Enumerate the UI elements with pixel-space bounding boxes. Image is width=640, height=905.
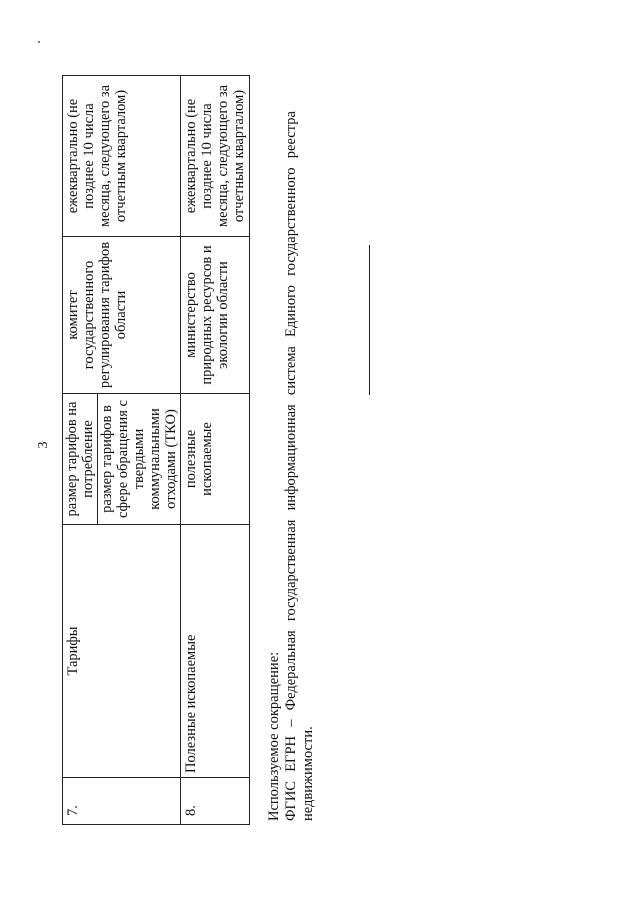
responsible-body: комитет государственного регулирования тарифов области bbox=[63, 237, 181, 394]
subject-cell: полезные ископаемые bbox=[181, 394, 250, 525]
subject-cell: размер тарифов на потребление bbox=[63, 394, 98, 525]
note-word: ЕГРН bbox=[283, 736, 299, 772]
note-word: реестра bbox=[283, 111, 299, 159]
abbreviation-line-end: недвижимости. bbox=[300, 726, 316, 821]
abbreviation-notes bbox=[266, 111, 317, 821]
period-cell: ежеквартально (не позднее 10 числа месяца, следующего за отчетным кварталом) bbox=[181, 76, 250, 237]
note-word: Единого bbox=[283, 285, 299, 337]
note-word: государственного bbox=[283, 167, 299, 276]
row-number: 8. bbox=[181, 778, 250, 825]
note-word: система bbox=[283, 346, 299, 396]
note-word: ФГИС bbox=[283, 781, 299, 821]
period-cell: ежеквартально (не позднее 10 числа месяца, следующего за отчетным кварталом) bbox=[63, 76, 181, 237]
subject-cell: размер тарифов в сфере обращения с твердыми коммунальными отходами (ТКО) bbox=[98, 394, 181, 525]
page-number: 3 bbox=[36, 441, 51, 449]
data-table bbox=[62, 75, 250, 825]
row-number: 7. bbox=[63, 778, 181, 825]
notes-heading: Используемое сокращение: bbox=[266, 651, 282, 821]
note-word: – bbox=[283, 719, 299, 727]
section-name: Полезные ископаемые bbox=[181, 525, 250, 778]
responsible-body: министерство природных ресурсов и экологии области bbox=[181, 237, 250, 394]
abbreviation-line bbox=[283, 111, 300, 821]
note-word: Федеральная bbox=[283, 630, 299, 711]
section-name: Тарифы bbox=[63, 525, 181, 778]
separator-line bbox=[369, 245, 370, 395]
note-word: государственная bbox=[283, 519, 299, 622]
note-word: информационная bbox=[283, 404, 299, 511]
scan-dot bbox=[38, 41, 40, 43]
table-row bbox=[181, 76, 250, 825]
table-row bbox=[63, 76, 98, 825]
